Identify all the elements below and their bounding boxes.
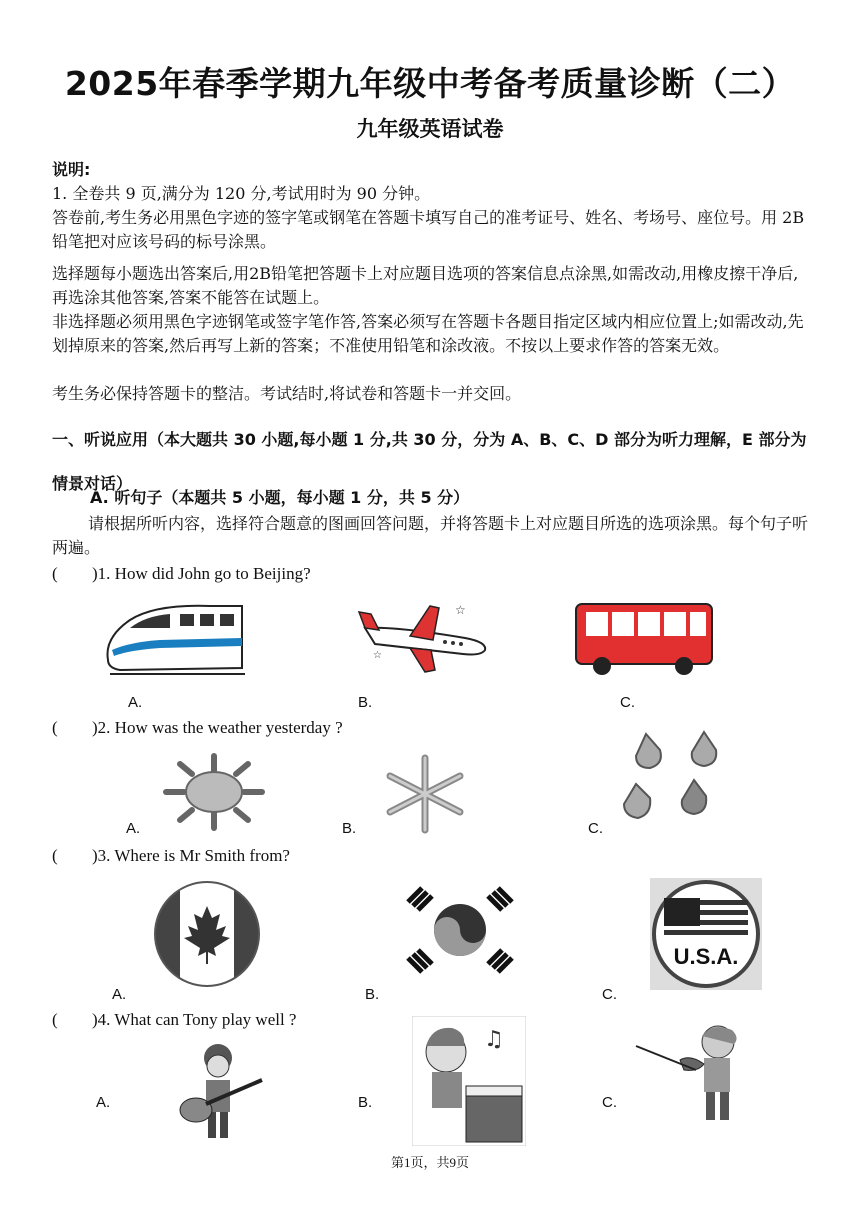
instruction-line-2: 答卷前,考生务必用黑色字迹的签字笔或钢笔在答题卡填写自己的准考证号、姓名、考场号、座位号。用 2B 铅笔把对应该号码的标号涂黑。 [52,208,805,251]
question-1 [52,564,311,584]
usa-text: U.S.A. [673,944,739,969]
korea-flag-icon[interactable] [400,880,520,980]
q1-option-c[interactable]: C. [620,694,635,711]
answer-paren[interactable]: ( [52,718,58,737]
high-speed-train-icon[interactable] [100,598,250,682]
q2-option-a[interactable]: A. [126,820,141,837]
part-a-instruction: 请根据所听内容，选择符合题意的图画回答问题，并将答题卡上对应题目所选的选项涂黑。每个句子听两遍。 [52,514,809,557]
usa-badge[interactable] [650,878,762,990]
boy-playing-piano-icon[interactable] [412,1016,526,1146]
question-4-text: )4. What can Tony play well ? [92,1010,297,1029]
snowflake-icon[interactable] [378,752,472,836]
bus-icon[interactable] [572,598,718,678]
q4-option-a[interactable]: A. [96,1094,111,1111]
question-1-text: )1. How did John go to Beijing? [92,564,311,583]
instructions-heading: 说明: [52,160,91,179]
q2-option-c[interactable]: C. [588,820,603,837]
question-2-text: )2. How was the weather yesterday ? [92,718,343,737]
answer-paren[interactable]: ( [52,846,58,865]
part-a-heading: A. 听句子（本题共 5 小题，每小题 1 分，共 5 分） [90,488,470,507]
q3-option-b[interactable]: B. [365,986,380,1003]
answer-paren[interactable]: ( [52,1010,58,1029]
exam-subtitle: 九年级英语试卷 [356,117,504,141]
question-3 [52,846,290,866]
canada-flag-icon[interactable] [148,880,266,988]
question-4 [52,1010,296,1030]
usa-flag-icon [650,878,762,990]
svg-text:☆: ☆ [455,603,466,617]
sun-icon[interactable] [158,752,270,832]
q4-option-b[interactable]: B. [358,1094,373,1111]
section-1-heading: 一、听说应用（本大题共 30 小题,每小题 1 分,共 30 分，分为 A、B、C、D 部分为听力理解，E 部分为情景对话） [52,430,807,493]
svg-text:☆: ☆ [373,650,382,661]
answer-paren[interactable]: ( [52,564,58,583]
q3-option-c[interactable]: C. [602,986,617,1003]
boy-with-guitar-icon[interactable] [176,1040,266,1146]
instruction-line-1: 1. 全卷共 9 页,满分为 120 分,考试用时为 90 分钟。 [52,184,431,203]
q2-option-b[interactable]: B. [342,820,357,837]
airplane-icon[interactable] [355,598,495,678]
raindrops-icon[interactable] [616,728,726,828]
question-2 [52,718,343,738]
q3-option-a[interactable]: A. [112,986,127,1003]
q1-option-b[interactable]: B. [358,694,373,711]
q4-option-c[interactable]: C. [602,1094,617,1111]
q1-option-a[interactable]: A. [128,694,143,711]
exam-title: 2025年春季学期九年级中考备考质量诊断（二） [64,64,796,103]
svg-text:♫: ♫ [484,1027,504,1052]
boy-with-violin-icon[interactable] [632,1020,762,1124]
page-footer: 第1页，共9页 [390,1155,469,1170]
instruction-line-3: 选择题每小题选出答案后,用2B铅笔把答题卡上对应题目选项的答案信息点涂黑,如需改动,用橡皮擦干净后,再选涂其他答案,答案不能答在试题上。 [52,264,799,307]
instruction-line-5: 考生务必保持答题卡的整洁。考试结时,将试卷和答题卡一并交回。 [52,384,522,403]
question-3-text: )3. Where is Mr Smith from? [92,846,290,865]
instruction-line-4: 非选择题必须用黑色字迹钢笔或签字笔作答,答案必须写在答题卡各题目指定区域内相应位置上;如需改动,先划掉原来的答案,然后再写上新的答案；不准使用铅笔和涂改液。不按以上要求作答的答案无效。 [52,312,804,355]
